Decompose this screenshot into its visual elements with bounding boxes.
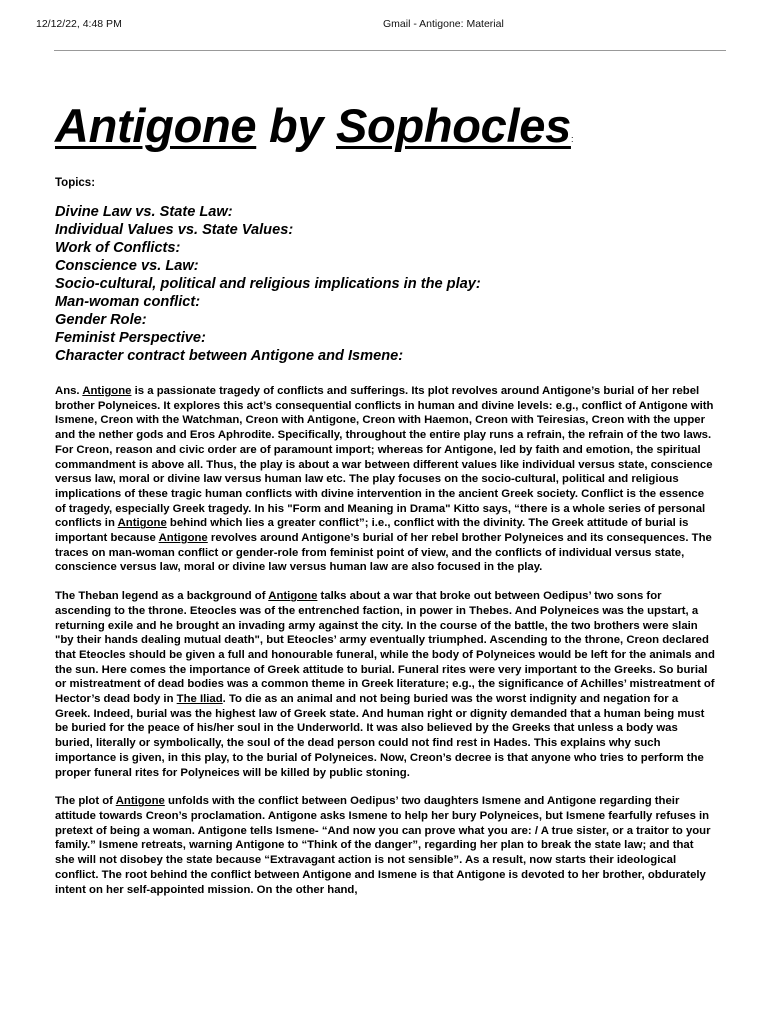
work-title-link: Antigone bbox=[268, 590, 318, 603]
text-run: The Theban legend as a background of bbox=[55, 590, 269, 603]
work-title-link: Antigone bbox=[115, 795, 165, 808]
text-run: talks about a war that broke out between Oedipus’ two sons for ascending to the throne. Eteocles was of the entrenched faction, in power in Thebes. And Polyneices was the upstart, a returning exile and he brought an invading army against the city. In the course of the battle, the two brothers were slain "by their hands dealing mutual death", but Eteocles’ army eventually triumphed. Ascending to the throne, Creon declared that Eteocles should be given a full and honourable funeral, while the body of Polyneices would be left for the animals and the sun. Here comes the importance of Greek attitude to burial. Funeral rites were very important to the Greeks. So burial or mistreatment of dead bodies was a common theme in Greek literature; e.g., the significance of Achilles’ mistreatment of Hector’s dead body in bbox=[55, 590, 715, 706]
title-author: Sophocles bbox=[336, 99, 571, 152]
topic-item: Feminist Perspective: bbox=[55, 330, 206, 346]
print-page-title: Gmail - Antigone: Material bbox=[383, 18, 504, 30]
text-run: is a passionate tragedy of conflicts and sufferings. Its plot revolves around Antigone’s burial of her rebel brother Polyneices. It explores this act’s consequential conflicts in human and divine levels: e.g., conflict of Antigone with Ismene, Creon with the Watchman, Creon with Antigone, Creon with Haemon, Creon with Teiresias, Creon with the upper and the nether gods and Eros Aphrodite. Specifically, throughout the entire play runs a refrain, the refrain of the two laws. For Creon, reason and civic order are of paramount import; whereas for Antigone, led by faith and emotion, the spiritual commandment is above all. Thus, the play is about a war between different values like individual versus state, conscience versus law, moral or divine law versus human law etc. The play focuses on the socio-cultural, political and religious implications of these tragic human conflicts with divine intervention in the ancient Greek society. Conflict is the essence of tragedy, especially Greek tragedy. In his "Form and Meaning in Drama" Kitto says, “there is a whole series of personal conflicts in bbox=[55, 385, 714, 530]
text-run: behind which lies a greater conflict”; i.e., conflict with the divinity. The Greek attitude of burial is important because bbox=[55, 517, 689, 545]
topic-item: Conscience vs. Law: bbox=[55, 258, 199, 274]
topic-item: Gender Role: bbox=[55, 312, 147, 328]
text-run: revolves around Antigone’s burial of her rebel brother Polyneices and its consequences. The traces on man-woman conflict or gender-role from feminist point of view, and the conflicts of individual versus state, conscience versus law, moral or divine law versus human law are also focused in the play. bbox=[55, 532, 712, 574]
title-work: Antigone bbox=[55, 99, 257, 152]
work-title-link: Antigone bbox=[82, 385, 132, 397]
topic-item: Divine Law vs. State Law: bbox=[55, 204, 233, 220]
topic-item: Socio-cultural, political and religious implications in the play: bbox=[55, 276, 481, 292]
topic-item: Man-woman conflict: bbox=[55, 294, 201, 310]
header-divider bbox=[54, 50, 726, 51]
topic-item: Work of Conflicts: bbox=[55, 240, 181, 256]
text-run: Ans. bbox=[55, 385, 83, 397]
topic-item: Character contract between Antigone and Ismene: bbox=[55, 348, 404, 364]
title-by: by bbox=[256, 99, 336, 152]
answer-paragraph-2 bbox=[55, 589, 715, 780]
text-run: unfolds with the conflict between Oedipus’ two daughters Ismene and Antigone regarding their attitude towards Creon’s proclamation. Antigone asks Ismene to help her bury Polyneices, but Ismene fearfully refuses in pretext of being a woman. Antigone tells Ismene- “And now you can prove what you are: / A true sister, or a traitor to your family.” Ismene retreats, warning Antigone to “Think of the danger”, regarding her plan to break the state law; and that she will not disobey the state because “Extravagant action is not sensible”. As a result, now starts their ideological conflict. The root behind the conflict between Antigone and Ismene is that Antigone is devoted to her brother, obdurately intent on her self-appointed mission. On the other hand, bbox=[55, 795, 711, 896]
print-datetime: 12/12/22, 4:48 PM bbox=[36, 18, 122, 30]
document-body bbox=[55, 98, 715, 897]
title-colon: : bbox=[570, 134, 574, 144]
topics-list bbox=[55, 203, 715, 365]
print-header bbox=[0, 16, 768, 36]
answer-paragraph-3 bbox=[55, 794, 715, 897]
document-title bbox=[55, 98, 715, 167]
text-run: . To die as an animal and not being buried was the worst indignity and negation for a Greek. Indeed, burial was the highest law of Greek state. And human right or dignity demanded that a human being must be buried for the peace of his/her soul in the Underworld. It was also believed by the Greeks that unless a body was buried, literally or symbolically, the soul of the dead person could not find rest in Hades. This explains why such importance is given, in this play, to the burial of Polyneices. Now, Creon’s decree is that anyone who tries to perform the proper funeral rites for Polyneices will be killed by public stoning. bbox=[55, 693, 705, 779]
work-title-link: The Iliad bbox=[176, 693, 223, 706]
work-title-link: Antigone bbox=[117, 517, 167, 530]
work-title-link: Antigone bbox=[158, 532, 208, 545]
topic-item: Individual Values vs. State Values: bbox=[55, 222, 294, 238]
topics-label: Topics: bbox=[55, 177, 96, 189]
answer-paragraph-1 bbox=[55, 384, 715, 575]
text-run: The plot of bbox=[55, 795, 116, 808]
